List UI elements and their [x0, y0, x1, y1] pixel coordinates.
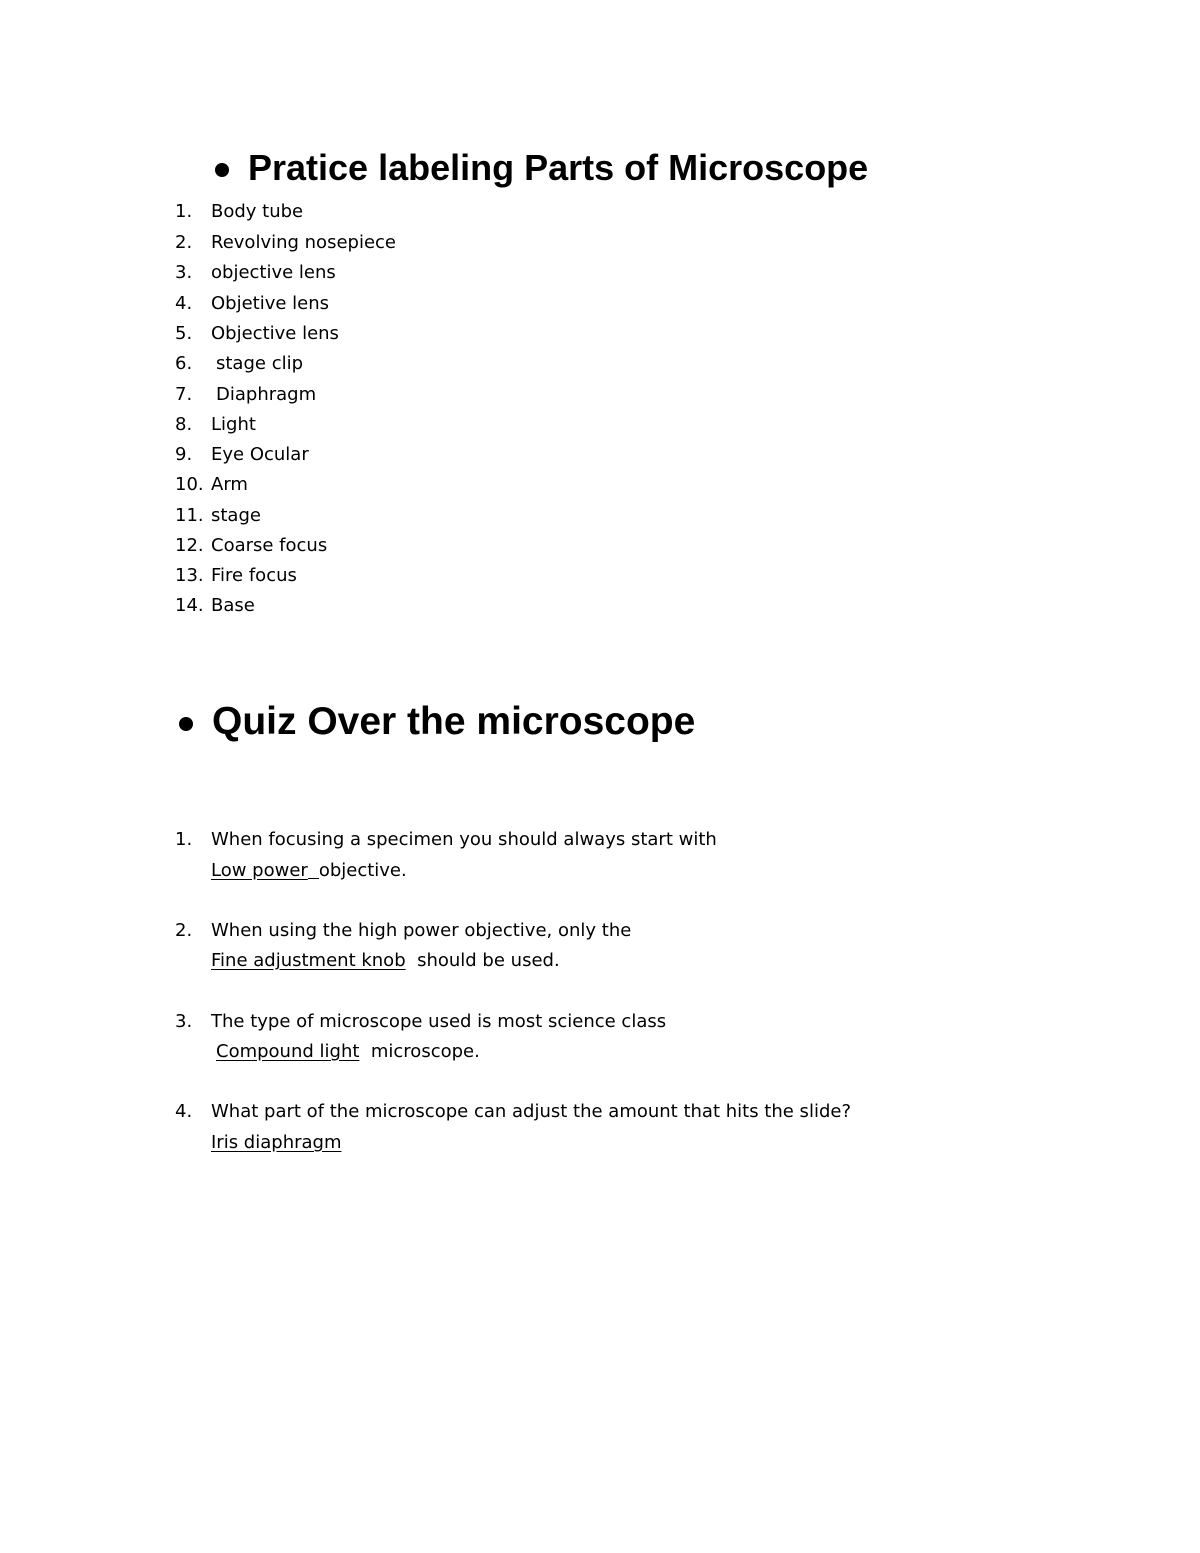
- item-number: 1.: [175, 201, 193, 222]
- item-number: 3.: [175, 262, 193, 283]
- answer-line: [211, 1131, 342, 1155]
- question-text: When focusing a specimen you should always start with: [211, 829, 717, 850]
- item-label: Body tube: [211, 201, 304, 222]
- answer-text: Iris diaphragm: [211, 1132, 342, 1153]
- item-label: Revolving nosepiece: [211, 232, 396, 253]
- answer-line: [211, 859, 407, 883]
- answer-line: [211, 949, 560, 973]
- item-number: 5.: [175, 323, 193, 344]
- item-number: 4.: [175, 293, 193, 314]
- item-label: Objetive lens: [211, 293, 330, 314]
- item-number: 14.: [175, 595, 204, 616]
- answer-text: Low power: [211, 860, 308, 881]
- answer-blank: [308, 877, 319, 879]
- bullet-icon: [215, 163, 229, 177]
- item-number: 11.: [175, 505, 204, 526]
- item-label: Diaphragm: [216, 384, 317, 405]
- question-number: 3.: [175, 1011, 193, 1032]
- item-label: Fire focus: [211, 565, 297, 586]
- item-number: 6.: [175, 353, 193, 374]
- item-label: Eye Ocular: [211, 444, 309, 465]
- answer-suffix: objective.: [318, 860, 407, 881]
- item-label: objective lens: [211, 262, 336, 283]
- answer-suffix: microscope.: [370, 1041, 480, 1062]
- answer-line: [216, 1040, 480, 1064]
- item-label: Base: [211, 595, 255, 616]
- item-label: Arm: [211, 474, 248, 495]
- question-number: 2.: [175, 920, 193, 941]
- item-number: 2.: [175, 232, 193, 253]
- item-label: Objective lens: [211, 323, 339, 344]
- item-number: 9.: [175, 444, 193, 465]
- item-number: 8.: [175, 414, 193, 435]
- question-text: The type of microscope used is most science class: [211, 1011, 667, 1032]
- answer-text: Compound light: [216, 1041, 360, 1062]
- question-text: What part of the microscope can adjust the amount that hits the slide?: [211, 1101, 851, 1122]
- question-number: 4.: [175, 1101, 193, 1122]
- item-label: Coarse focus: [211, 535, 328, 556]
- item-number: 10.: [175, 474, 204, 495]
- question-number: 1.: [175, 829, 193, 850]
- item-label: stage clip: [216, 353, 304, 374]
- item-number: 12.: [175, 535, 204, 556]
- heading-text: Quiz Over the microscope: [212, 700, 696, 743]
- item-label: Light: [211, 414, 256, 435]
- item-label: stage: [211, 505, 261, 526]
- question-text: When using the high power objective, only the: [211, 920, 632, 941]
- answer-text: Fine adjustment knob: [211, 950, 406, 971]
- item-number: 7.: [175, 384, 193, 405]
- answer-suffix: should be used.: [417, 950, 560, 971]
- bullet-icon: [179, 717, 193, 731]
- item-number: 13.: [175, 565, 204, 586]
- heading-text: Pratice labeling Parts of Microscope: [248, 147, 869, 188]
